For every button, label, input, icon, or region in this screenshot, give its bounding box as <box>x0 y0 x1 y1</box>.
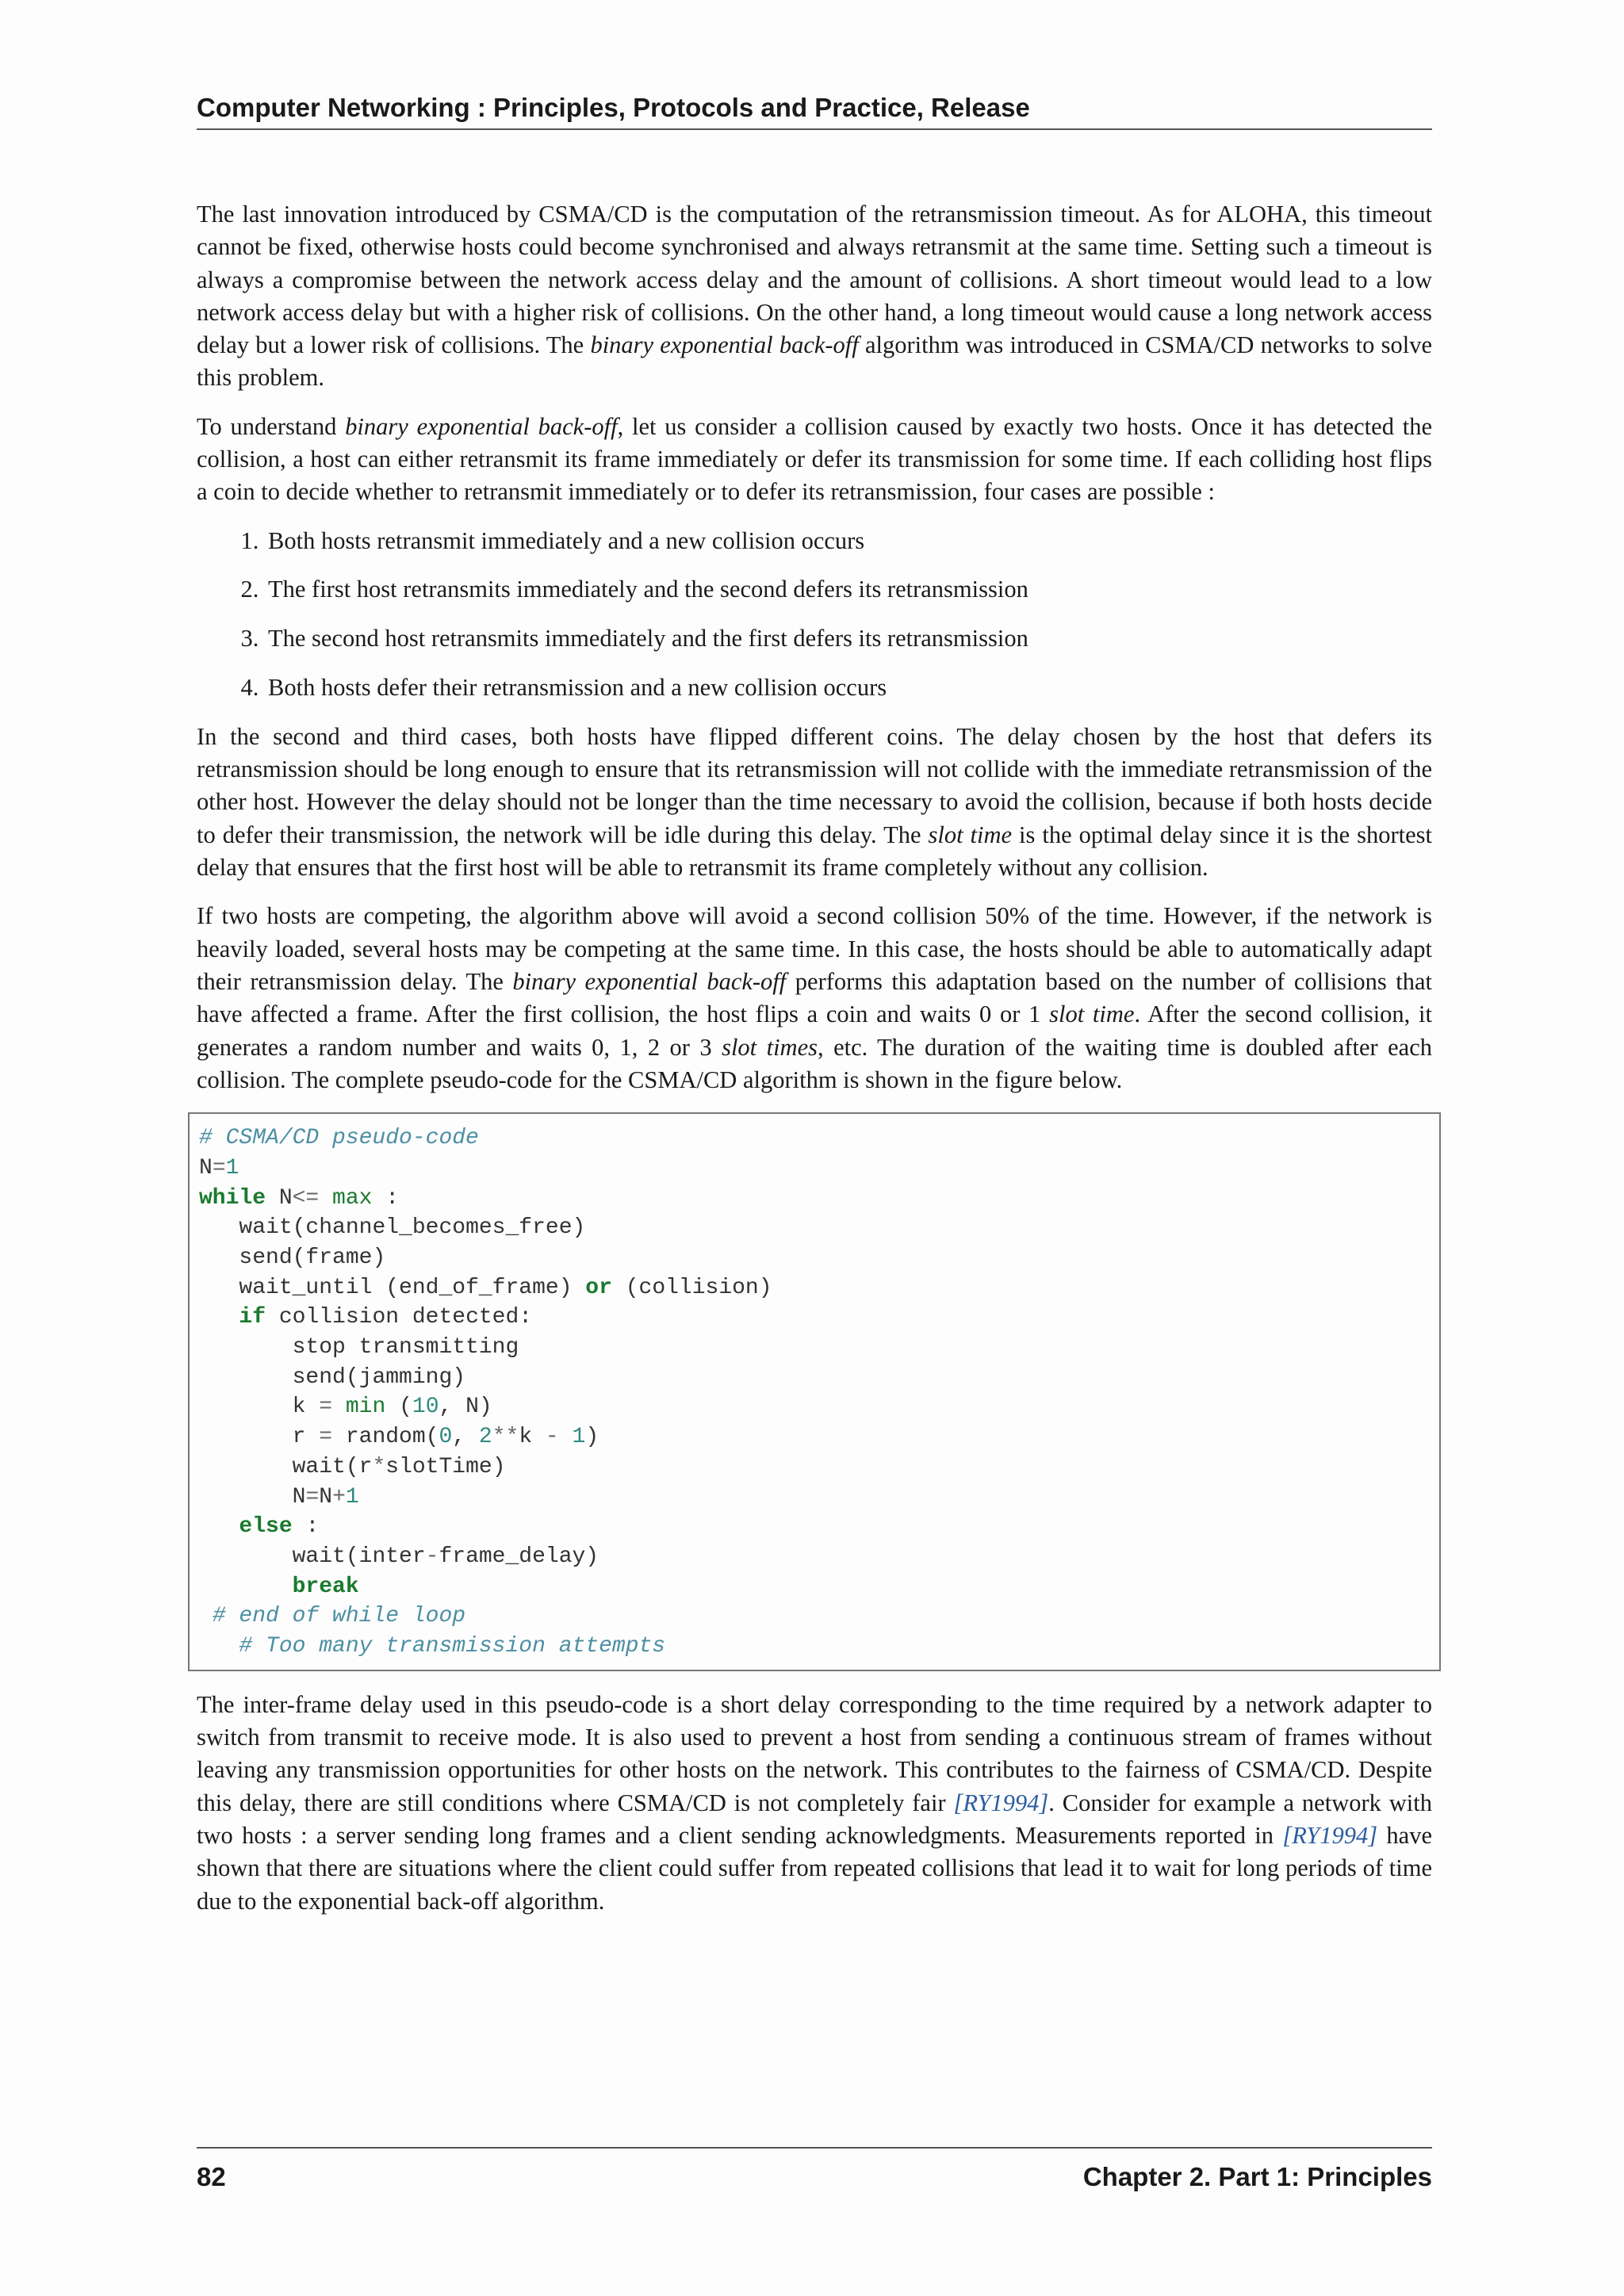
paragraph-slot-time <box>197 721 1432 884</box>
code-operator: <= <box>292 1185 320 1211</box>
code-token: wait(inter <box>292 1544 426 1569</box>
text-span: If two hosts are competing, the algorithm above will avoid a second collision 50% of the time. However, if the network is heavily loaded, several hosts may be competing at the same time. In this case, the hosts should be able to automatically adapt their retransmission delay. The <box>197 902 1432 995</box>
paragraph-backoff-intro <box>197 411 1432 509</box>
text-span: algorithm was introduced in CSMA/CD networks to solve this problem. <box>197 331 1432 392</box>
code-token: (collision) <box>611 1275 772 1300</box>
code-keyword: else <box>239 1514 293 1540</box>
emphasis-term: binary exponential back-off <box>345 412 618 440</box>
code-keyword: or <box>585 1275 612 1300</box>
list-item: 4. Both hosts defer their retransmission and a new collision occurs <box>265 672 1432 704</box>
code-operator: - <box>545 1425 559 1450</box>
pseudo-code-block <box>188 1112 1441 1671</box>
code-token: wait_until (end_of_frame) <box>239 1275 586 1300</box>
code-builtin: max <box>332 1185 373 1211</box>
list-item: 2. The first host retransmits immediately and the second defers its retransmission <box>265 573 1432 606</box>
code-number: 1 <box>572 1425 586 1450</box>
code-token: N <box>266 1185 293 1211</box>
body-text <box>197 198 1432 1934</box>
code-token: frame_delay) <box>439 1544 599 1569</box>
code-token: : <box>372 1185 400 1211</box>
emphasis-term: slot times <box>722 1033 818 1061</box>
text-span: performs this adaptation based on the number of collisions that have affected a frame. After the first collision, the host flips a coin and waits 0 or 1 <box>197 967 1433 1028</box>
code-token: N <box>292 1484 306 1510</box>
code-token: N <box>199 1155 213 1181</box>
running-header <box>197 89 1432 130</box>
paragraph-retransmission-timeout <box>197 198 1432 395</box>
code-operator: = <box>305 1484 320 1510</box>
running-footer <box>197 2147 1432 2195</box>
code-operator: + <box>332 1484 346 1510</box>
chapter-title: Chapter 2. Part 1: Principles <box>1082 2162 1432 2191</box>
citation-link-ry1994[interactable]: [RY1994] <box>953 1789 1049 1816</box>
code-number: 1 <box>345 1484 359 1510</box>
code-token: ( <box>385 1395 412 1420</box>
code-operator: ** <box>492 1425 519 1450</box>
list-item: 3. The second host retransmits immediately and the first defers its retransmission <box>265 622 1432 655</box>
emphasis-term: binary exponential back-off <box>590 331 859 359</box>
text-span: have shown that there are situations where the client could suffer from repeated collisions that lead it to wait for long periods of time due to the exponential back-off algorithm. <box>197 1821 1432 1915</box>
code-token: send(frame) <box>239 1245 386 1270</box>
emphasis-term: binary exponential back-off <box>512 967 787 995</box>
code-token: stop transmitting <box>292 1335 519 1360</box>
text-span: The last innovation introduced by CSMA/CD is the computation of the retransmission timeout. As for ALOHA, this timeout cannot be fixed, otherwise hosts could become synchronised and always retransmit at the same time. Setting such a timeout is always a compromise between the network access delay and the amount of collisions. A short timeout would lead to a low network access delay but with a higher risk of collisions. On the other hand, a long timeout would cause a long network access delay but a lower risk of collisions. The <box>197 201 1432 359</box>
text-span: The inter-frame delay used in this pseudo-code is a short delay corresponding to the time required by a network adapter to switch from transmit to receive mode. It is also used to prevent a host from sending a continuous stream of frames without leaving any transmission opportunities for other hosts on the network. This contributes to the fairness of CSMA/CD. Despite this delay, there are still conditions where CSMA/CD is not completely fair <box>197 1690 1432 1816</box>
code-token: : <box>292 1514 320 1540</box>
code-operator: - <box>425 1544 439 1569</box>
code-operator: = <box>319 1395 333 1420</box>
code-builtin: min <box>345 1395 386 1420</box>
code-operator: = <box>212 1155 226 1181</box>
text-span: . After the second collision, it generates a random number and waits 0, 1, 2 or 3 <box>197 1001 1432 1061</box>
code-keyword: while <box>199 1185 266 1211</box>
paragraph-inter-frame-delay <box>197 1689 1432 1918</box>
code-token: collision detected: <box>266 1305 533 1330</box>
page <box>197 0 1432 2296</box>
code-comment: # Too many transmission attempts <box>239 1634 666 1659</box>
code-token: wait(channel_becomes_free) <box>239 1215 586 1241</box>
code-operator: * <box>372 1454 386 1479</box>
text-span: , let us consider a collision caused by exactly two hosts. Once it has detected the collision, a host can either retransmit its frame immediately or defer its transmission for some time. If each colliding host flips a coin to decide whether to retransmit immediately or to defer its retransmission, four cases are possible : <box>197 412 1432 506</box>
code-token: , <box>452 1425 479 1450</box>
code-token: send(jamming) <box>292 1364 466 1390</box>
code-number: 1 <box>225 1155 239 1181</box>
code-token: , N) <box>439 1395 492 1420</box>
page-number: 82 <box>197 2162 226 2191</box>
text-span: is the optimal delay since it is the shortest delay that ensures that the first host will be able to retransmit its frame completely without any collision. <box>197 821 1432 882</box>
code-token: slotTime) <box>385 1454 506 1479</box>
paragraph-heavy-load <box>197 900 1432 1096</box>
text-span: . Consider for example a network with two hosts : a server sending long frames and a client sending acknowledgments. Measurements reported in <box>197 1789 1432 1849</box>
code-number: 2 <box>478 1425 492 1450</box>
text-span: To understand <box>197 412 346 440</box>
code-comment: # end of while loop <box>212 1604 466 1629</box>
text-span: In the second and third cases, both hosts have flipped different coins. The delay chosen by the host that defers its retransmission should be long enough to ensure that its retransmission will not collide with the immediate retransmission of the other host. However the delay should not be longer than the time necessary to avoid the collision, because if both hosts decide to defer their transmission, the network will be idle during this delay. The <box>197 722 1432 848</box>
code-comment: # CSMA/CD pseudo-code <box>199 1126 479 1151</box>
code-number: 10 <box>412 1395 439 1420</box>
cases-list <box>197 525 1432 705</box>
code-token: r <box>292 1425 320 1450</box>
code-keyword: break <box>292 1574 359 1599</box>
code-token: ) <box>585 1425 599 1450</box>
code-token: random( <box>332 1425 439 1450</box>
code-token: k <box>519 1425 546 1450</box>
code-token: k <box>292 1395 320 1420</box>
citation-link-ry1994[interactable]: [RY1994] <box>1282 1821 1378 1849</box>
code-token: wait(r <box>292 1454 373 1479</box>
text-span: , etc. The duration of the waiting time is doubled after each collision. The complete pseudo-code for the CSMA/CD algorithm is shown in the figure below. <box>197 1033 1432 1093</box>
code-token: N <box>319 1484 333 1510</box>
emphasis-term: slot time <box>1049 1001 1135 1028</box>
emphasis-term: slot time <box>928 821 1013 848</box>
list-item: 1. Both hosts retransmit immediately and a new collision occurs <box>265 525 1432 557</box>
code-keyword: if <box>239 1305 266 1330</box>
header-title: Computer Networking : Principles, Protocols and Practice, Release <box>197 93 1030 122</box>
code-operator: = <box>319 1425 333 1450</box>
code-number: 0 <box>439 1425 453 1450</box>
